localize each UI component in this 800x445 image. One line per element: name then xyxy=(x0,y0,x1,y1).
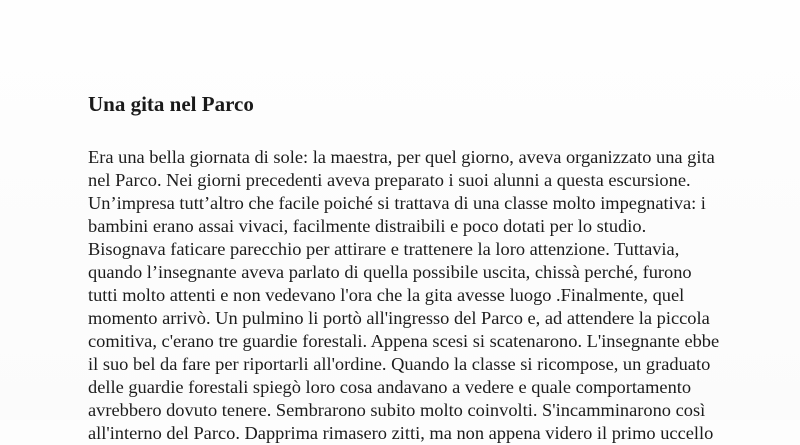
text-line: tutti molto attenti e non vedevano l'ora che la gita avesse luogo .Finalmente, quel xyxy=(88,285,685,305)
text-line: il suo bel da fare per riportarli all'ordine. Quando la classe si ricompose, un graduato xyxy=(88,354,711,374)
text-line: bambini erano assai vivaci, facilmente distraibili e poco dotati per lo studio. xyxy=(88,216,647,236)
text-line: momento arrivò. Un pulmino li portò all'ingresso del Parco e, ad attendere la piccola xyxy=(88,308,710,328)
text-line: Bisognava faticare parecchio per attirare e trattenere la loro attenzione. Tuttavia, xyxy=(88,239,680,259)
text-line: avrebbero dovuto tenere. Sembrarono subito molto coinvolti. S'incamminarono così xyxy=(88,400,706,420)
text-line: all'interno del Parco. Dapprima rimasero zitti, ma non appena videro il primo uccello xyxy=(88,423,714,443)
text-line: Era una bella giornata di sole: la maestra, per quel giorno, aveva organizzato una gita xyxy=(88,147,715,167)
document-title: Una gita nel Parco xyxy=(88,92,254,116)
body-text xyxy=(88,146,719,445)
text-line: comitiva, c'erano tre guardie forestali. Appena scesi si scatenarono. L'insegnante ebbe xyxy=(88,331,720,351)
text-line: Un’impresa tutt’altro che facile poiché si trattava di una classe molto impegnativa: i xyxy=(88,193,706,213)
text-line: delle guardie forestali spiegò loro cosa andavano a vedere e quale comportamento xyxy=(88,377,692,397)
text-line: quando l’insegnante aveva parlato di quella possibile uscita, chissà perché, furono xyxy=(88,262,692,282)
text-line: nel Parco. Nei giorni precedenti aveva preparato i suoi alunni a questa escursione. xyxy=(88,170,691,190)
